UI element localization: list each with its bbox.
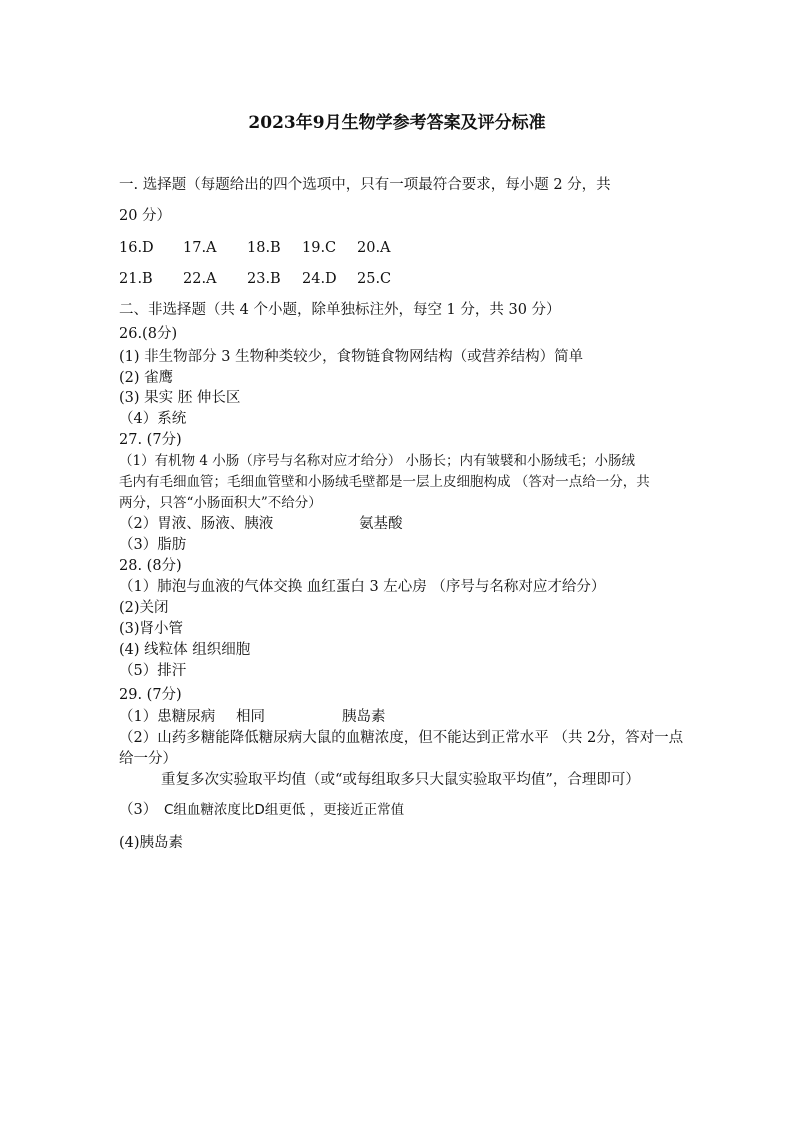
answer-20: 20.A <box>357 240 391 256</box>
q29-answer-1-part2: 相同 <box>236 709 265 725</box>
q27-header: 27. (7分) <box>119 432 182 448</box>
q28-answer-2: (2)关闭 <box>119 600 169 616</box>
q29-answer-1-part1: （1）患糖尿病 <box>119 709 216 725</box>
q27-answer-3: （3）脂肪 <box>119 537 187 553</box>
q29-answer-2-line3: 重复多次实验取平均值（或“或每组取多只大鼠实验取平均值”，合理即可） <box>161 772 640 788</box>
q29-header: 29. (7分) <box>119 687 182 703</box>
q27-answer-1-line2: 毛内有毛细血管；毛细血管壁和小肠绒毛壁都是一层上皮细胞构成 （答对一点给一分，共 <box>119 474 650 490</box>
answer-19: 19.C <box>302 240 337 256</box>
q28-answer-3: (3)肾小管 <box>119 621 184 637</box>
q26-header: 26.(8分) <box>119 326 178 342</box>
q29-answer-1 <box>119 708 386 726</box>
q29-answer-2-line2: 给一分） <box>119 751 177 767</box>
section2-heading: 二、非选择题（共 4 个小题，除单独标注外，每空 1 分，共 30 分） <box>119 302 561 318</box>
q27-answer-2 <box>119 515 403 533</box>
q27-answer-1-line3: 两分，只答“小肠面积大”不给分） <box>119 495 322 511</box>
answers-row-1 <box>119 239 412 257</box>
q29-answer-3-part2: C组血糖浓度比D组更低 ，更接近正常值 <box>164 802 405 818</box>
answer-23: 23.B <box>247 271 281 287</box>
q29-answer-4: (4)胰岛素 <box>119 835 184 851</box>
q29-answer-1-part3: 胰岛素 <box>342 709 386 725</box>
q27-answer-2-part1: （2）胃液、肠液、胰液 <box>119 516 274 532</box>
answer-22: 22.A <box>183 271 217 287</box>
answers-row-2 <box>119 270 412 288</box>
q27-answer-1-line1: （1）有机物 4 小肠（序号与名称对应才给分） 小肠长；内有皱襞和小肠绒毛；小肠绒 <box>119 453 636 469</box>
section1-heading-line1: 一. 选择题（每题给出的四个选项中，只有一项最符合要求，每小题 2 分，共 <box>119 177 611 193</box>
answer-24: 24.D <box>302 271 337 287</box>
q27-answer-2-part2: 氨基酸 <box>359 516 403 532</box>
q26-answer-3: (3) 果实 胚 伸长区 <box>119 390 241 406</box>
page-title: 2023年9月生物学参考答案及评分标准 <box>248 113 546 133</box>
answer-25: 25.C <box>357 271 392 287</box>
q26-answer-4: （4）系统 <box>119 411 187 427</box>
answer-16: 16.D <box>119 240 154 256</box>
q26-answer-2: (2) 雀鹰 <box>119 370 174 386</box>
q29-answer-3-part1: （3） <box>119 802 158 818</box>
section1-heading-line2: 20 分） <box>119 208 172 224</box>
q28-answer-5: （5）排汗 <box>119 663 187 679</box>
q28-answer-4: (4) 线粒体 组织细胞 <box>119 642 251 658</box>
answer-18: 18.B <box>247 240 281 256</box>
q28-answer-1: （1）肺泡与血液的气体交换 血红蛋白 3 左心房 （序号与名称对应才给分） <box>119 579 606 595</box>
q28-header: 28. (8分) <box>119 558 182 574</box>
answer-21: 21.B <box>119 271 153 287</box>
q29-answer-3 <box>119 801 404 819</box>
answer-17: 17.A <box>183 240 217 256</box>
q29-answer-2-line1: （2）山药多糖能降低糖尿病大鼠的血糖浓度，但不能达到正常水平 （共 2分，答对一点 <box>119 730 684 746</box>
q26-answer-1: (1) 非生物部分 3 生物种类较少，食物链食物网结构（或营养结构）简单 <box>119 349 584 365</box>
